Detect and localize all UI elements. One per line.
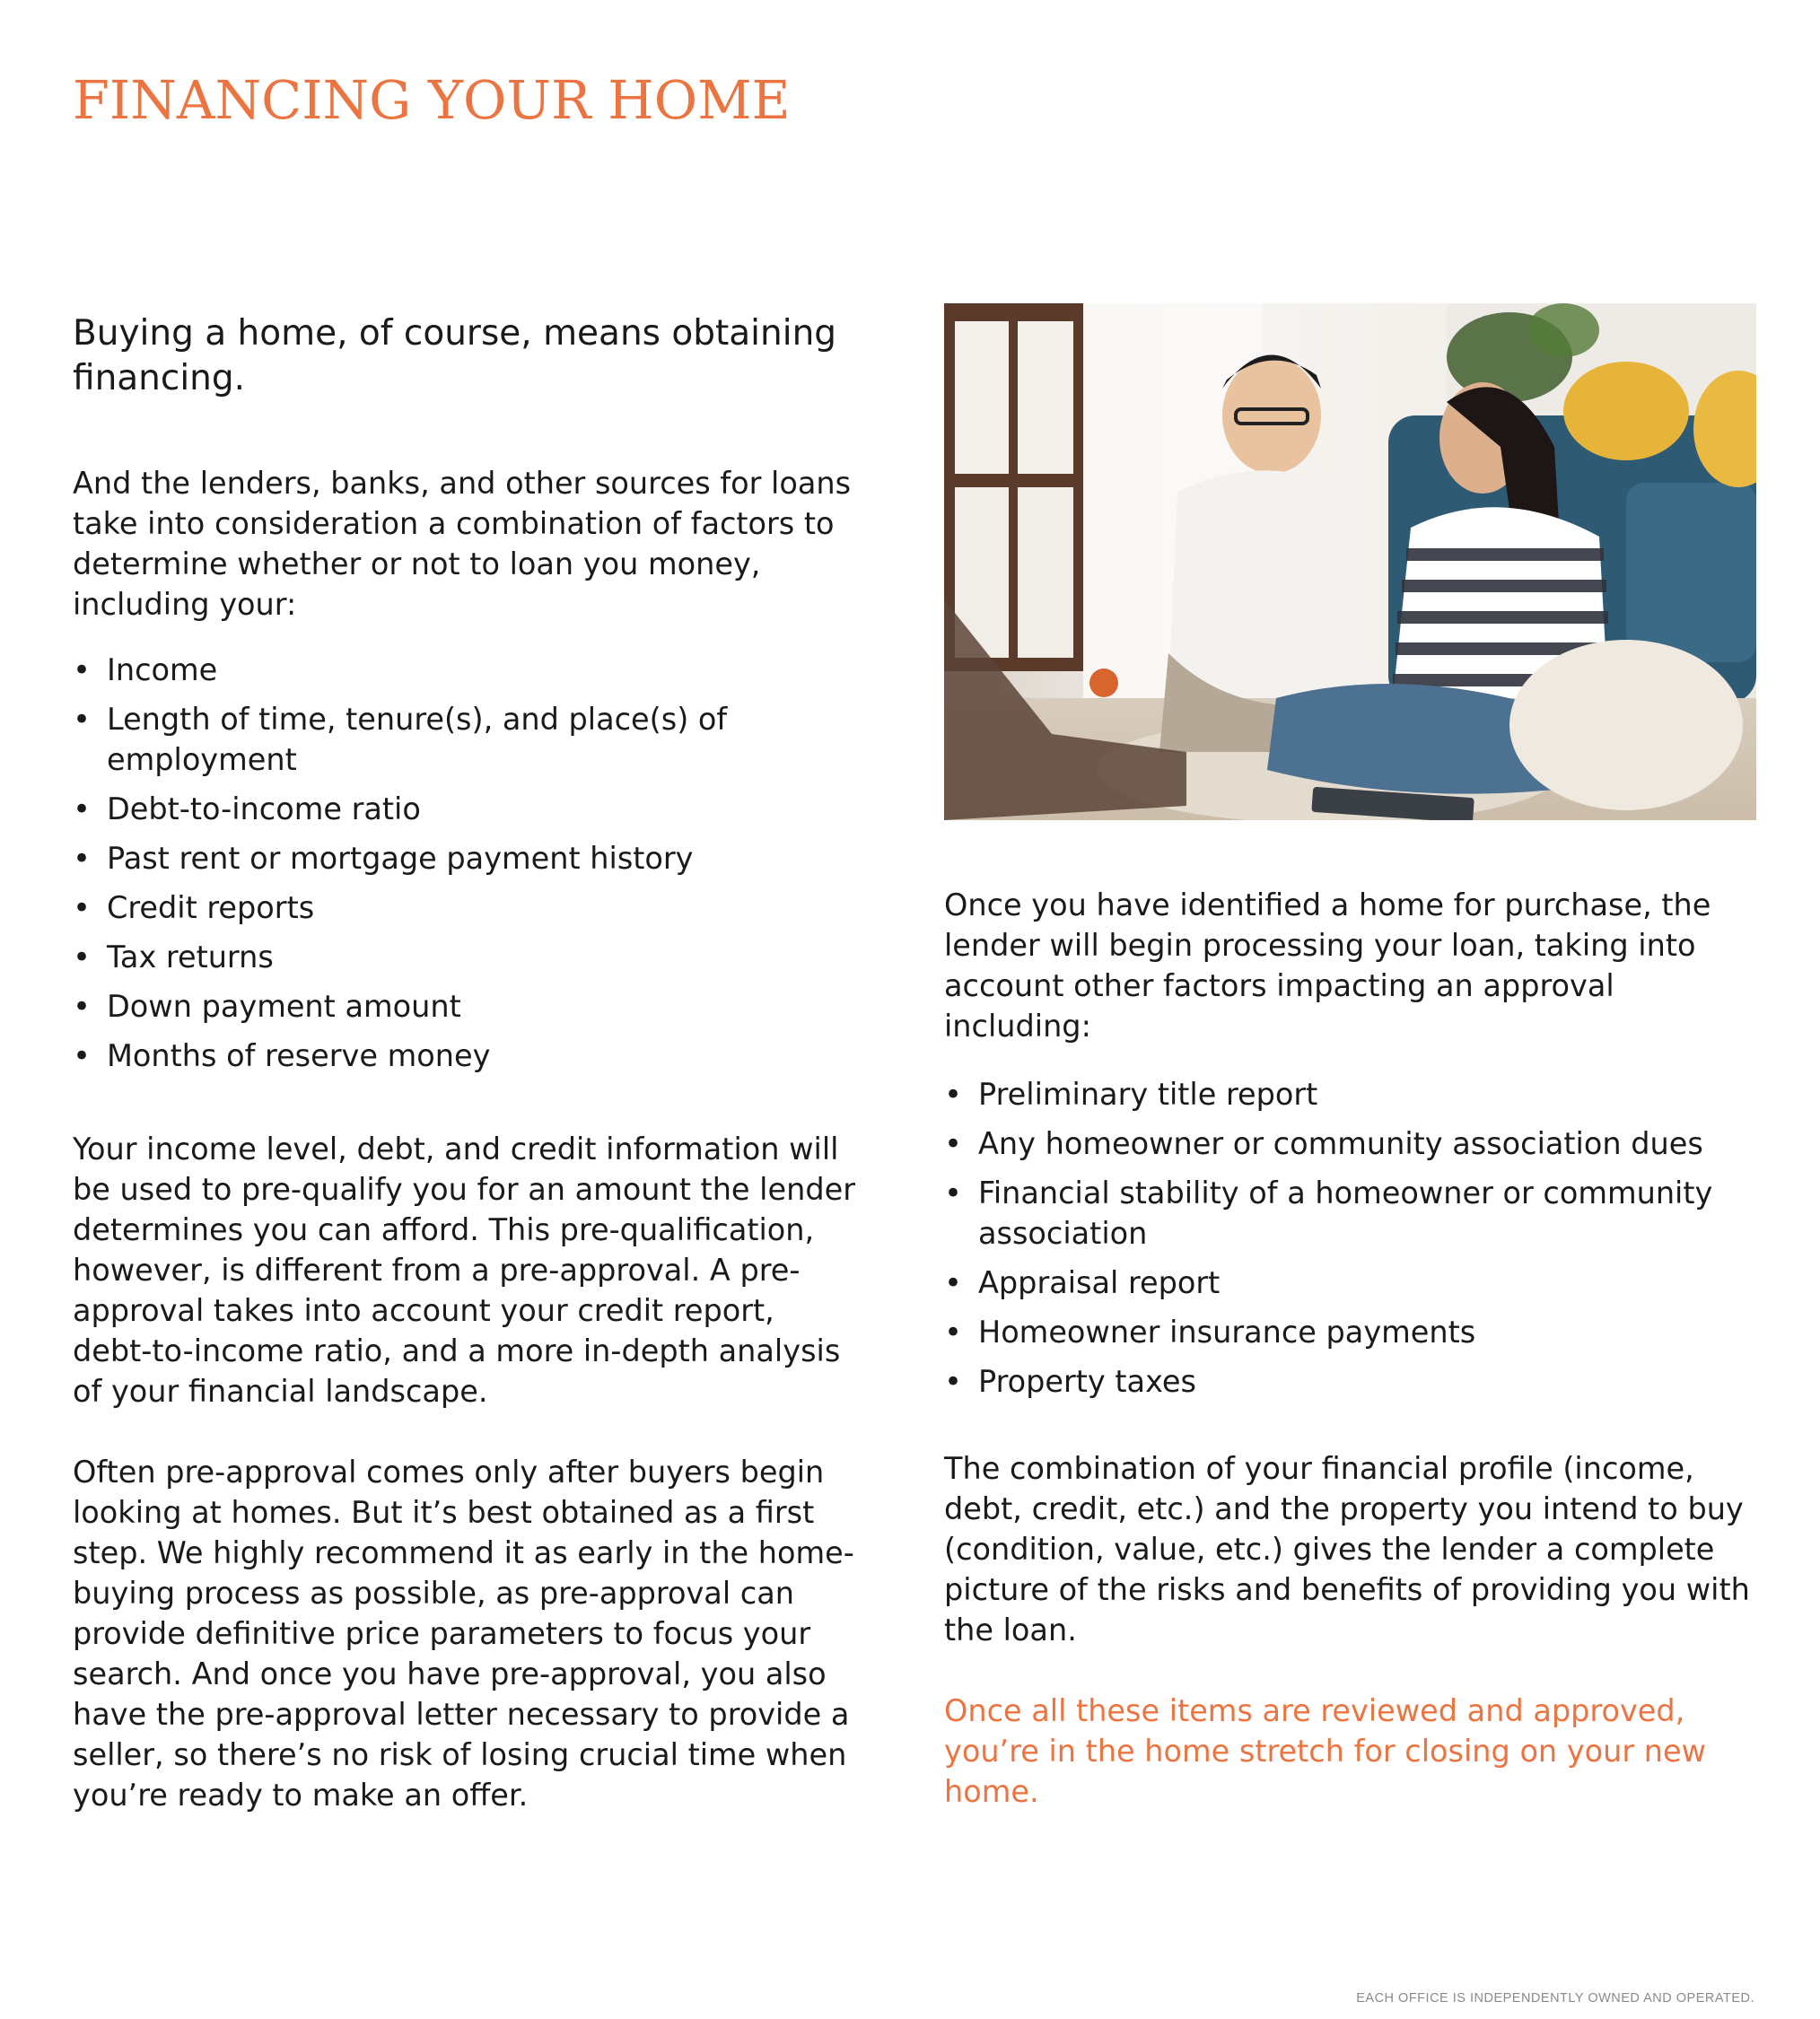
list-item: [73, 838, 809, 878]
bullet-icon: •: [73, 702, 91, 737]
preapproval-paragraph: Often pre-approval comes only after buyers begin looking at homes. But it’s best obtained as a first step. We highly recommend it as early in the home-buying process as possible, as pre-approval can provide definitive price parameters to focus your search. And once you have pre-approval, you also have the pre-approval letter necessary to provide a seller, so there’s no risk of losing crucial time when you’re ready to make an offer.: [73, 1455, 854, 1813]
list-item-text: Past rent or mortgage payment history: [107, 841, 694, 876]
list-item-text: Financial stability of a homeowner or community association: [978, 1176, 1713, 1251]
list-item-text: Homeowner insurance payments: [978, 1315, 1476, 1350]
list-item-text: Property taxes: [978, 1364, 1196, 1399]
list-item-text: Credit reports: [107, 890, 315, 925]
processing-paragraph: Once you have identified a home for purchase, the lender will begin processing your loan, taking into account other factors impacting an approval including:: [944, 887, 1711, 1044]
bullet-icon: •: [73, 890, 91, 925]
couple-photo-illustration: [944, 303, 1756, 820]
bullet-icon: •: [944, 1265, 962, 1300]
list-item-text: Appraisal report: [978, 1265, 1221, 1300]
lead-heading: Buying a home, of course, means obtaining financing.: [73, 313, 837, 398]
list-item: [73, 887, 809, 928]
list-item-text: Any homeowner or community association dues: [978, 1126, 1703, 1161]
bullet-icon: •: [73, 791, 91, 826]
bullet-icon: •: [944, 1176, 962, 1211]
couple-photo: [944, 303, 1756, 820]
list-item: [944, 1123, 1756, 1164]
bullet-icon: •: [73, 841, 91, 876]
list-item: [73, 789, 809, 829]
list-item: [73, 650, 809, 690]
page-title: FINANCING YOUR HOME: [73, 69, 791, 131]
bullet-icon: •: [73, 940, 91, 975]
closing-callout: Once all these items are reviewed and approved, you’re in the home stretch for closing on your new home.: [944, 1693, 1707, 1809]
list-item: [73, 937, 809, 977]
list-item: [944, 1173, 1756, 1254]
list-item: [73, 986, 809, 1027]
bullet-icon: •: [73, 652, 91, 687]
approval-factors-list: [944, 1074, 1756, 1411]
list-item: [944, 1361, 1756, 1402]
intro-paragraph: And the lenders, banks, and other sources for loans take into consideration a combination of factors to determine whether or not to loan you money, including your:: [73, 466, 852, 622]
list-item: [944, 1312, 1756, 1352]
list-item-text: Tax returns: [107, 940, 274, 975]
list-item: [73, 699, 809, 780]
bullet-icon: •: [944, 1126, 962, 1161]
footer-disclaimer: EACH OFFICE IS INDEPENDENTLY OWNED AND OPERATED.: [1356, 1991, 1754, 2006]
list-item-text: Preliminary title report: [978, 1077, 1318, 1112]
bullet-icon: •: [944, 1364, 962, 1399]
list-item: [73, 1036, 809, 1076]
combination-paragraph: The combination of your financial profile (income, debt, credit, etc.) and the property you intend to buy (condition, value, etc.) gives the lender a complete picture of the risks and benefits of providing you with the loan.: [944, 1451, 1750, 1648]
list-item-text: Income: [107, 652, 218, 687]
list-item: [944, 1263, 1756, 1303]
prequalification-paragraph: Your income level, debt, and credit information will be used to pre-qualify you for an amount the lender determines you can afford. This pre-qualification, however, is different from a pre-approval. A pre-approval takes into account your credit report, debt-to-income ratio, and a more in-depth analysis of your financial landscape.: [73, 1132, 855, 1409]
list-item: [944, 1074, 1756, 1114]
list-item-text: Length of time, tenure(s), and place(s) of employment: [107, 702, 728, 777]
list-item-text: Months of reserve money: [107, 1038, 491, 1073]
bullet-icon: •: [73, 989, 91, 1024]
list-item-text: Down payment amount: [107, 989, 461, 1024]
bullet-icon: •: [944, 1077, 962, 1112]
bullet-icon: •: [73, 1038, 91, 1073]
bullet-icon: •: [944, 1315, 962, 1350]
list-item-text: Debt-to-income ratio: [107, 791, 421, 826]
borrower-factors-list: [73, 650, 809, 1085]
